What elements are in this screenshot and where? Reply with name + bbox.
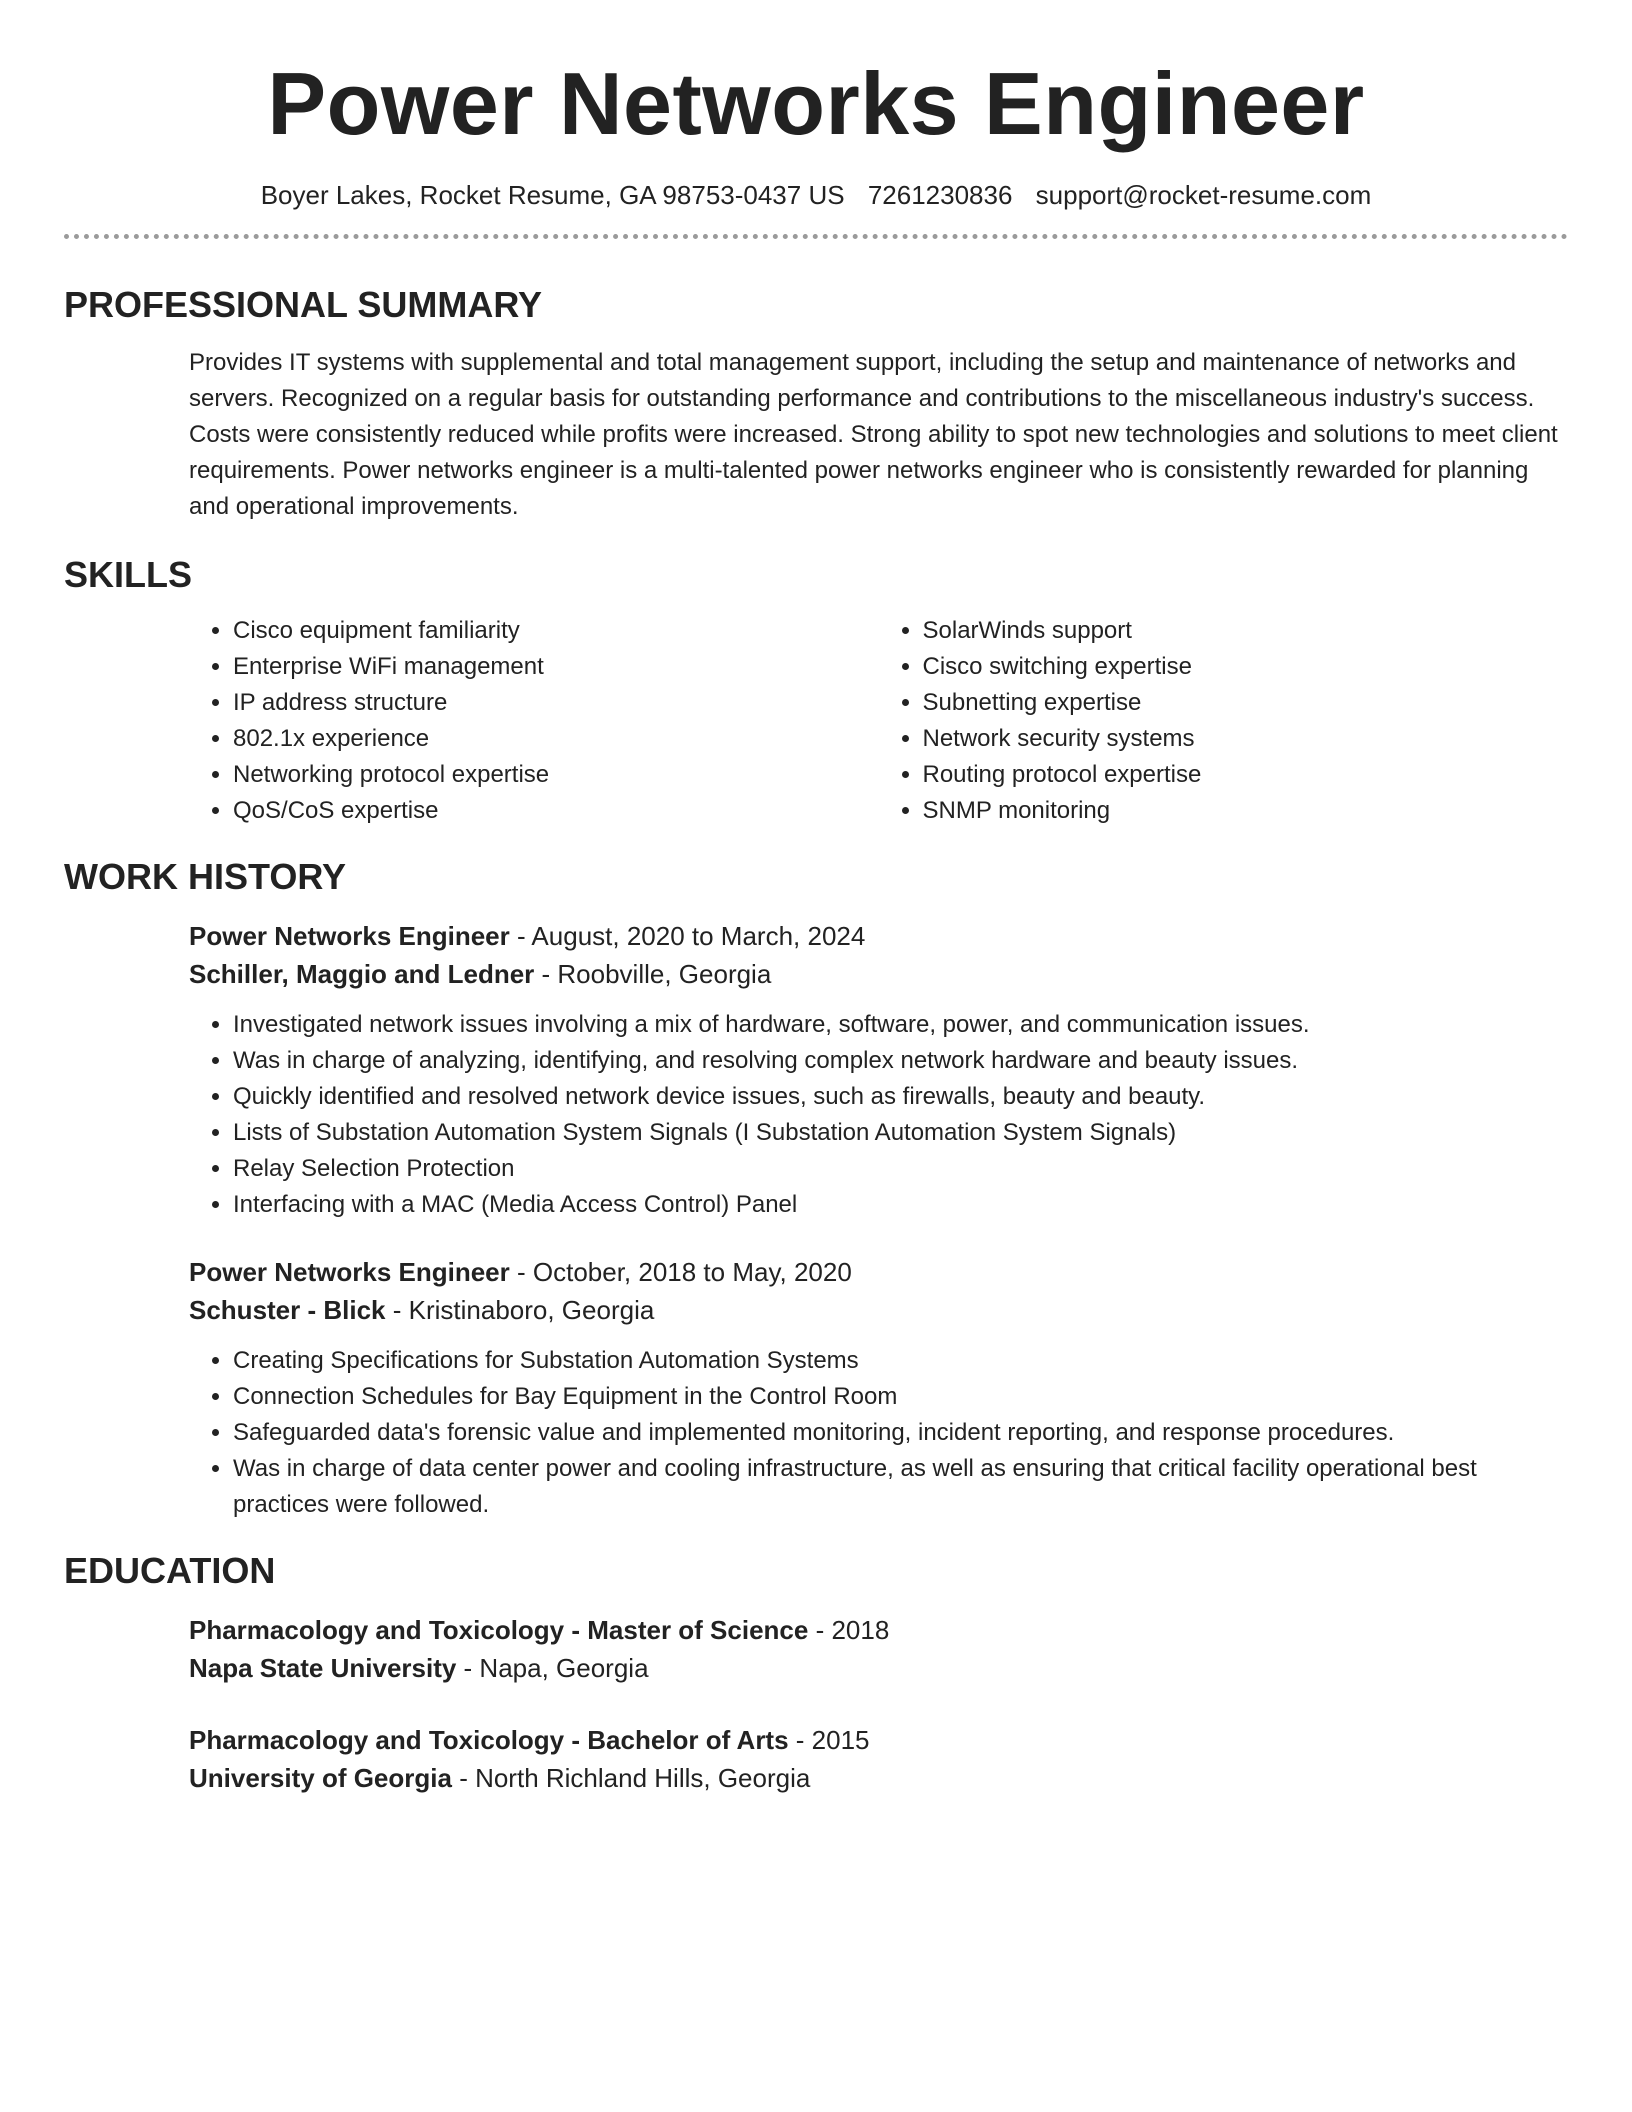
job-bullet: • Was in charge of data center power and cooling infrastructure, as well as ensuring that critical facility operational best practices were followed. bbox=[233, 1451, 1568, 1523]
job-bullet: • Safeguarded data's forensic value and implemented monitoring, incident reporting, and response procedures. bbox=[233, 1415, 1568, 1451]
skills-list bbox=[189, 613, 1568, 829]
education-degree: Pharmacology and Toxicology - Master of Science bbox=[189, 1615, 809, 1645]
skill-item: • QoS/CoS expertise bbox=[233, 793, 879, 829]
job-location: - Kristinaboro, Georgia bbox=[385, 1295, 655, 1325]
education-school: University of Georgia bbox=[189, 1763, 452, 1793]
job-dates: - August, 2020 to March, 2024 bbox=[509, 921, 866, 951]
skill-item: • Cisco switching expertise bbox=[923, 649, 1569, 685]
skill-item: • 802.1x experience bbox=[233, 721, 879, 757]
skill-item: • Cisco equipment familiarity bbox=[233, 613, 879, 649]
contact-line bbox=[64, 178, 1568, 212]
job-bullet: • Interfacing with a MAC (Media Access Control) Panel bbox=[233, 1187, 1568, 1223]
section-title-skills: SKILLS bbox=[64, 554, 193, 595]
skill-item: • SolarWinds support bbox=[923, 613, 1569, 649]
education-degree-line bbox=[189, 1721, 1568, 1759]
skill-item: • Subnetting expertise bbox=[923, 685, 1569, 721]
job-role: Power Networks Engineer bbox=[189, 921, 510, 951]
skill-item: • Routing protocol expertise bbox=[923, 757, 1569, 793]
header-divider bbox=[64, 234, 1568, 239]
education-location: - North Richland Hills, Georgia bbox=[451, 1763, 811, 1793]
education-school: Napa State University bbox=[189, 1653, 457, 1683]
job-company: Schiller, Maggio and Ledner bbox=[189, 959, 535, 989]
skills-column-right bbox=[879, 613, 1569, 829]
job-title-line bbox=[189, 1253, 1568, 1291]
job-bullet: • Creating Specifications for Substation Automation Systems bbox=[233, 1343, 1568, 1379]
education-entry bbox=[189, 1611, 1568, 1687]
education-location: - Napa, Georgia bbox=[456, 1653, 649, 1683]
summary-text: Provides IT systems with supplemental and total management support, including the setup and maintenance of networks and servers. Recognized on a regular basis for outstanding performance and contributions to the miscellaneous industry's success. Costs were consistently reduced while profits were increased. Strong ability to spot new technologies and solutions to meet client requirements. Power networks engineer is a multi-talented power networks engineer who is consistently rewarded for planning and operational improvements. bbox=[189, 349, 1558, 520]
job-bullet: • Relay Selection Protection bbox=[233, 1151, 1568, 1187]
section-title-summary: PROFESSIONAL SUMMARY bbox=[64, 284, 543, 325]
job-bullet: • Lists of Substation Automation System Signals (I Substation Automation System Signals) bbox=[233, 1115, 1568, 1151]
job-dates: - October, 2018 to May, 2020 bbox=[509, 1257, 852, 1287]
job-company-line bbox=[189, 955, 1568, 993]
job-entry bbox=[189, 1253, 1568, 1523]
contact-address: Boyer Lakes, Rocket Resume, GA 98753-0437 US bbox=[260, 180, 845, 210]
job-location: - Roobville, Georgia bbox=[534, 959, 772, 989]
education-school-line bbox=[189, 1759, 1568, 1797]
skill-item: • SNMP monitoring bbox=[923, 793, 1569, 829]
education-year: - 2018 bbox=[808, 1615, 890, 1645]
section-title-education: EDUCATION bbox=[64, 1550, 276, 1591]
job-bullets bbox=[64, 1343, 1568, 1523]
education-degree-line bbox=[189, 1611, 1568, 1649]
job-bullets bbox=[64, 1007, 1568, 1223]
skill-item: • Enterprise WiFi management bbox=[233, 649, 879, 685]
contact-phone: 7261230836 bbox=[867, 180, 1013, 210]
education-school-line bbox=[189, 1649, 1568, 1687]
job-bullet: • Quickly identified and resolved network device issues, such as firewalls, beauty and beauty. bbox=[233, 1079, 1568, 1115]
job-bullet: • Investigated network issues involving a mix of hardware, software, power, and communication issues. bbox=[233, 1007, 1568, 1043]
education-year: - 2015 bbox=[788, 1725, 870, 1755]
skill-item: • Network security systems bbox=[923, 721, 1569, 757]
job-role: Power Networks Engineer bbox=[189, 1257, 510, 1287]
education-degree: Pharmacology and Toxicology - Bachelor of Arts bbox=[189, 1725, 789, 1755]
job-bullet: • Connection Schedules for Bay Equipment in the Control Room bbox=[233, 1379, 1568, 1415]
skill-item: • Networking protocol expertise bbox=[233, 757, 879, 793]
section-title-work-history: WORK HISTORY bbox=[64, 856, 347, 897]
candidate-name: Power Networks Engineer bbox=[267, 54, 1365, 153]
skill-item: • IP address structure bbox=[233, 685, 879, 721]
education-entry bbox=[189, 1721, 1568, 1797]
contact-email: support@rocket-resume.com bbox=[1035, 180, 1372, 210]
job-company: Schuster - Blick bbox=[189, 1295, 386, 1325]
job-bullet: • Was in charge of analyzing, identifying, and resolving complex network hardware and beauty issues. bbox=[233, 1043, 1568, 1079]
job-company-line bbox=[189, 1291, 1568, 1329]
skills-column-left bbox=[189, 613, 879, 829]
job-title-line bbox=[189, 917, 1568, 955]
job-entry bbox=[189, 917, 1568, 1223]
